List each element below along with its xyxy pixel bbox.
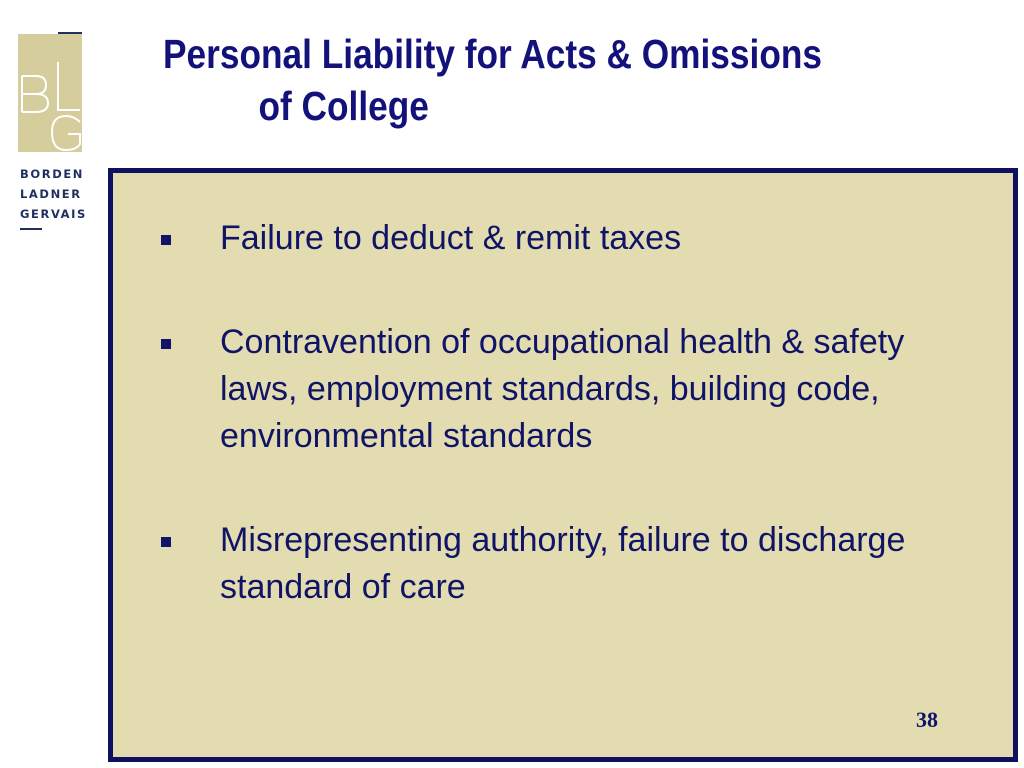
bullet-text: Misrepresenting authority, failure to discharge standard of care	[220, 521, 906, 606]
logo-word-borden: BORDEN	[20, 167, 85, 181]
square-bullet-icon	[161, 235, 171, 245]
bullet-item	[158, 215, 938, 262]
slide-title-line1: Personal Liability for Acts & Omissions	[163, 31, 823, 77]
logo-underline	[20, 228, 42, 230]
slide-title	[163, 28, 868, 132]
bullet-item	[158, 517, 938, 611]
content-box	[108, 168, 1018, 762]
blg-monogram-logo	[18, 32, 88, 157]
bullet-item	[158, 319, 938, 460]
slide-title-line2: of College	[258, 83, 429, 129]
square-bullet-icon	[161, 339, 171, 349]
logo-word-ladner: LADNER	[20, 187, 82, 201]
bullet-text: Failure to deduct & remit taxes	[220, 219, 682, 257]
bullet-list	[158, 215, 938, 611]
page-number: 38	[916, 707, 938, 732]
bullet-text: Contravention of occupational health & safety laws, employment standards, building code, environmental standards	[220, 323, 905, 455]
logo-word-gervais: GERVAIS	[20, 207, 87, 221]
logo-wordmark	[20, 164, 90, 230]
square-bullet-icon	[161, 537, 171, 547]
